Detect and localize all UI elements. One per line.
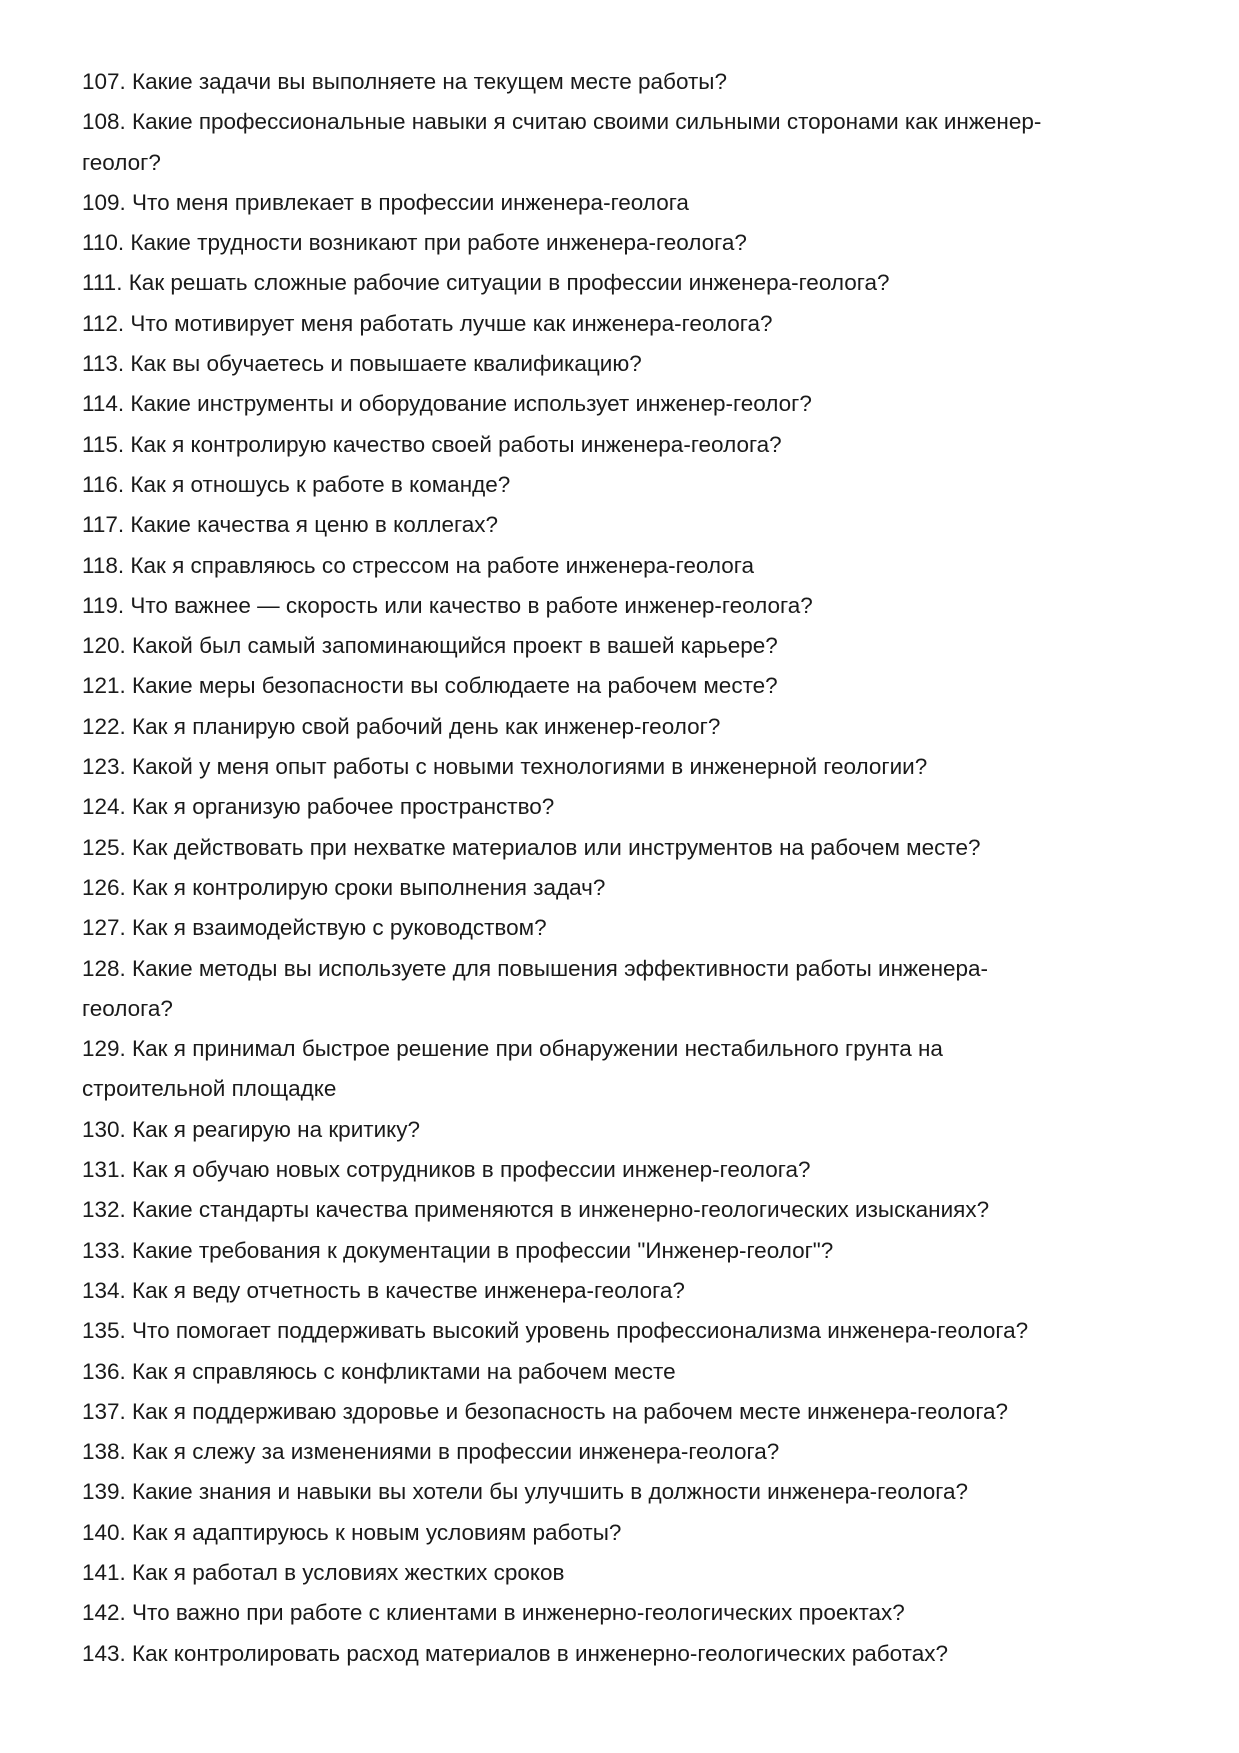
question-line: 143. Как контролировать расход материалов в инженерно-геологических работах? [82,1640,948,1666]
question-line: 138. Как я слежу за изменениями в профессии инженера-геолога? [82,1439,780,1465]
question-line: 142. Что важно при работе с клиентами в инженерно-геологических проектах? [82,1600,905,1626]
question-line: 133. Какие требования к документации в профессии "Инженер-геолог"? [82,1237,834,1263]
question-line: 114. Какие инструменты и оборудование использует инженер-геолог? [82,391,812,417]
question-line: 141. Как я работал в условиях жестких сроков [82,1559,565,1585]
question-line: 128. Какие методы вы используете для повышения эффективности работы инженера- [82,955,989,981]
question-line: 126. Как я контролирую сроки выполнения задач? [82,874,606,900]
question-line: 119. Что важнее — скорость или качество в работе инженер-геолога? [82,592,813,618]
question-line: 115. Как я контролирую качество своей работы инженера-геолога? [82,431,782,457]
question-line: 124. Как я организую рабочее пространство? [82,794,555,820]
question-line: геолог? [82,149,161,175]
question-line: строительной площадке [82,1076,337,1102]
question-line: геолога? [82,995,173,1021]
question-line: 125. Как действовать при нехватке материалов или инструментов на рабочем месте? [82,834,981,860]
question-line: 109. Что меня привлекает в профессии инженера-геолога [82,189,689,215]
question-line: 107. Какие задачи вы выполняете на текущем месте работы? [82,69,727,94]
question-line: 111. Как решать сложные рабочие ситуации в профессии инженера-геолога? [82,270,890,296]
question-line: 131. Как я обучаю новых сотрудников в профессии инженер-геолога? [82,1157,811,1183]
question-line: 113. Как вы обучаетесь и повышаете квалификацию? [82,351,642,377]
question-line: 137. Как я поддерживаю здоровье и безопасность на рабочем месте инженера-геолога? [82,1398,1009,1424]
question-list [82,62,1041,1674]
question-line: 120. Какой был самый запоминающийся проект в вашей карьере? [82,633,778,659]
question-line: 135. Что помогает поддерживать высокий уровень профессионализма инженера-геолога? [82,1318,1029,1344]
question-line: 134. Как я веду отчетность в качестве инженера-геолога? [82,1277,685,1303]
question-line: 108. Какие профессиональные навыки я считаю своими сильными сторонами как инженер- [82,109,1042,135]
question-line: 123. Какой у меня опыт работы с новыми технологиями в инженерной геологии? [82,754,928,780]
question-line: 127. Как я взаимодействую с руководством? [82,915,547,941]
question-line: 130. Как я реагирую на критику? [82,1116,420,1142]
question-line: 116. Как я отношусь к работе в команде? [82,471,511,497]
question-line: 117. Какие качества я ценю в коллегах? [82,512,498,538]
question-line: 136. Как я справляюсь с конфликтами на рабочем месте [82,1358,676,1384]
question-line: 140. Как я адаптируюсь к новым условиям работы? [82,1519,622,1545]
question-line: 121. Какие меры безопасности вы соблюдаете на рабочем месте? [82,673,778,699]
question-line: 139. Какие знания и навыки вы хотели бы улучшить в должности инженера-геолога? [82,1479,969,1505]
question-line: 122. Как я планирую свой рабочий день как инженер-геолог? [82,713,721,739]
question-line: 129. Как я принимал быстрое решение при обнаружении нестабильного грунта на [82,1036,943,1062]
question-line: 112. Что мотивирует меня работать лучше как инженера-геолога? [82,310,773,336]
question-line: 132. Какие стандарты качества применяются в инженерно-геологических изысканиях? [82,1197,990,1223]
question-line: 110. Какие трудности возникают при работе инженера-геолога? [82,230,747,256]
question-line: 118. Как я справляюсь со стрессом на работе инженера-геолога [82,552,754,578]
